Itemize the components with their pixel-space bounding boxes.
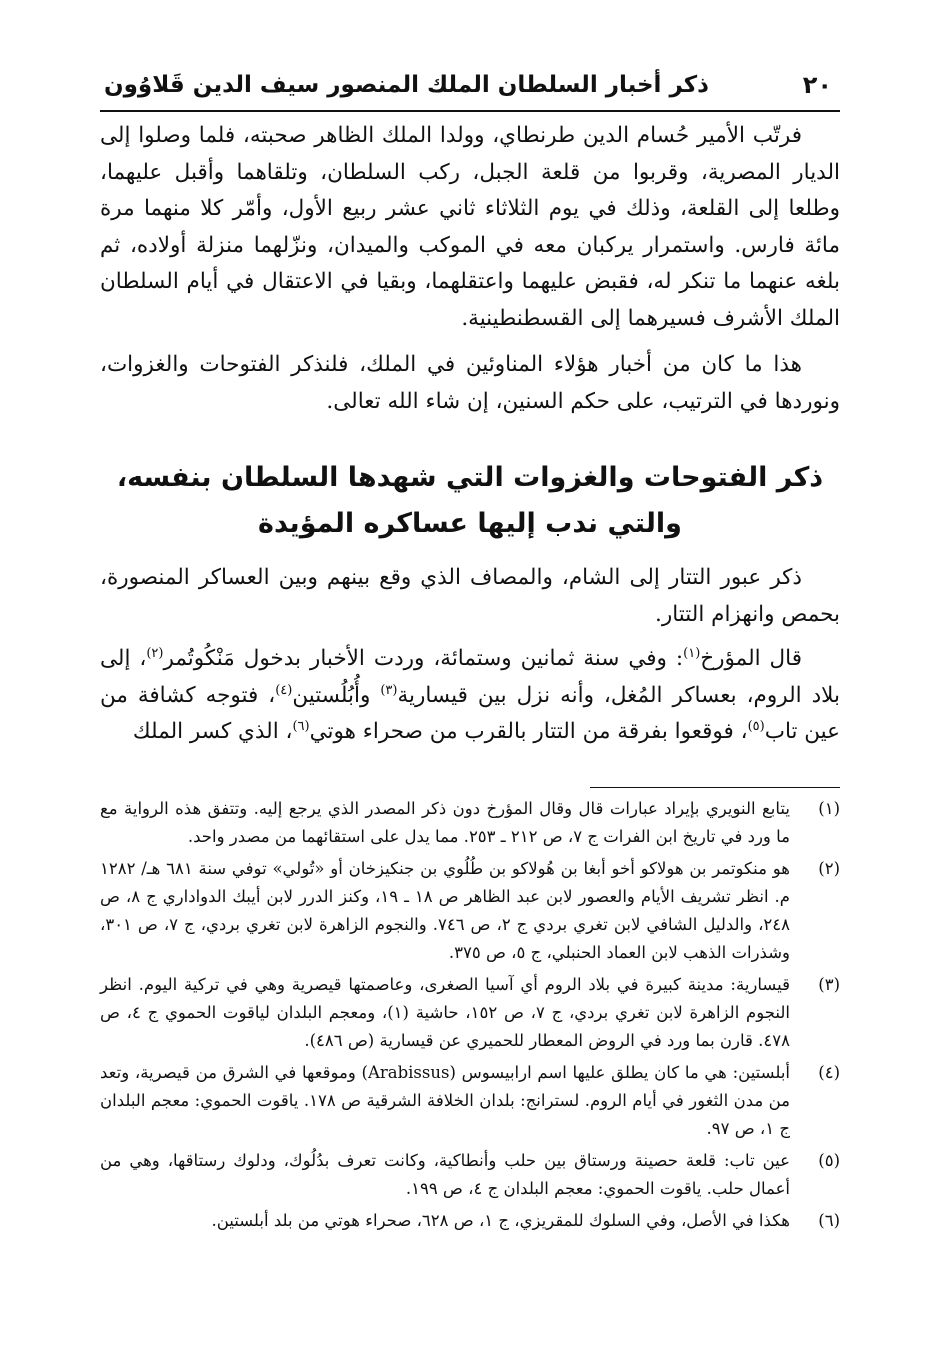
- footnote-ref: (١): [683, 645, 701, 661]
- text-run: ، فوقعوا بفرقة من التتار بالقرب من صحراء هوتي: [309, 719, 748, 744]
- footnote: [100, 1207, 840, 1235]
- page-number: ٢٠: [802, 71, 832, 99]
- footnote-ref: (٢): [146, 645, 164, 661]
- section-text: [100, 560, 840, 759]
- footnote-number: (٢): [818, 859, 840, 878]
- footnote-number: (١): [818, 799, 840, 818]
- text-run: ، الذي كسر الملك: [132, 719, 293, 744]
- footnote-ref: (٤): [275, 682, 293, 698]
- footnote-text: هكذا في الأصل، وفي السلوك للمقريزي، ج ١، ص ٦٢٨، صحراء هوتي من بلد أبلستين.: [211, 1211, 790, 1230]
- footnote-text: قيسارية: مدينة كبيرة في بلاد الروم أي آسيا الصغرى، وعاصمتها قيصرية وهي في تركية اليوم. انظر النجوم الزاهرة لابن تغري بردي، ج ٧، ص ١٥٢، حاشية (١)، ومعجم البلدان لياقوت الحموي ج ٤، ص ٤٧٨. قارن بما ورد في الروض المعطار للحميري عن قيسارية (ص ٤٨٦).: [100, 975, 790, 1050]
- footnote: [100, 795, 840, 851]
- footnote: [100, 855, 840, 967]
- text-run: قال المؤرخ: [700, 646, 803, 671]
- footnote-ref: (٦): [292, 718, 310, 734]
- footnote-ref: (٣): [380, 682, 398, 698]
- text-run: ، فتوجه كشافة من عين تاب: [100, 682, 840, 744]
- subheading-paragraph: ذكر عبور التتار إلى الشام، والمصاف الذي وقع بينهم وبين العساكر المنصورة، بحمص وانهزام التتار.: [100, 565, 840, 627]
- footnote-divider: [590, 787, 840, 788]
- text-run: وأُبُلُستين: [292, 682, 381, 708]
- footnote-number: (٥): [818, 1151, 840, 1170]
- paragraph: فرتّب الأمير حُسام الدين طرنطاي، وولدا الملك الظاهر صحبته، فلما وصلوا إلى الديار المصرية، وقربوا من قلعة الجبل، ركب السلطان، وتلقاهما وأقبل عليهما، وطلعا إلى القلعة، وذلك في يوم الثلاثاء ثاني عشر ربيع الأول، وأمّر كلا منهما مرة مائة فارس. واستمرار يركبان معه في الموكب والميدان، ونزّلهما منزلة أولاده، ثم بلغه عنهما ما تنكر له، فقبض عليهما واعتقلهما، وبقيا في الاعتقال في أيام السلطان الملك الأشرف فسيرهما إلى القسطنطينية.: [100, 123, 840, 331]
- running-header: [100, 62, 840, 108]
- text-run: ، إلى بلاد الروم، بعساكر المُغل، وأنه نزل بين قيسارية: [100, 646, 840, 708]
- running-title: ذكر أخبار السلطان الملك المنصور سيف الدين قَلاوُون: [104, 72, 709, 98]
- main-text: [100, 118, 840, 430]
- footnote-number: (٦): [818, 1211, 840, 1230]
- footnote-text: أبلستين: هي ما كان يطلق عليها اسم ارابيسوس (Arabissus) وموقعها في الشرق من قيصرية، وتعد من مدن الثغور في أيام الروم. لسترانج: بلدان الخلافة الشرقية ص ١٧٨. ياقوت الحموي: معجم البلدان ج ١، ص ٩٧.: [100, 1063, 791, 1138]
- section-heading-line: ذكر الفتوحات والغزوات التي شهدها السلطان بنفسه،: [116, 462, 824, 493]
- footnote: [100, 1147, 840, 1203]
- footnote-text: هو منكوتمر بن هولاكو أخو أبغا بن هُولاكو بن طُلُوي بن جنكيزخان أو «تُولي» توفي سنة ٦٨١ هـ/ ١٢٨٢ م. انظر تشريف الأيام والعصور لابن عبد الظاهر ص ١٨ ـ ١٩، وكنز الدرر لابن أيبك الدواداري ج ٨، ص ٢٤٨، والدليل الشافي لابن تغري بردي ج ٢، ص ٧٤٦. والنجوم الزاهرة لابن تغري بردي، ج ٧، ص ٣٠١، وشذرات الذهب لابن العماد الحنبلي، ج ٥، ص ٣٧٥.: [100, 859, 791, 962]
- footnote-ref: (٥): [747, 718, 765, 734]
- footnote: [100, 971, 840, 1055]
- section-heading-line: والتي ندب إليها عساكره المؤيدة: [258, 508, 682, 539]
- text-run: : وفي سنة ثمانين وستمائة، وردت الأخبار بدخول مَنْكُوتُمر: [163, 646, 684, 671]
- paragraph-with-footnote-refs: [100, 641, 840, 751]
- footnote-number: (٤): [818, 1063, 840, 1082]
- footnotes: [100, 795, 840, 1239]
- footnote-text: عين تاب: قلعة حصينة ورستاق بين حلب وأنطاكية، وكانت تعرف بدُلُوك، ودلوك رستاقها، وهي من أعمال حلب. ياقوت الحموي: معجم البلدان ج ٤، ص ١٩٩.: [100, 1151, 790, 1198]
- footnote-text: يتابع النويري بإيراد عبارات قال وقال المؤرخ دون ذكر المصدر الذي يرجع إليه. وتتفق هذه الرواية مع ما ورد في تاريخ ابن الفرات ج ٧، ص ٢١٢ ـ ٢٥٣. مما يدل على استقائهما من مصدر واحد.: [100, 799, 790, 846]
- paragraph: هذا ما كان من أخبار هؤلاء المناوئين في الملك، فلنذكر الفتوحات والغزوات، ونوردها في الترتيب، على حكم السنين، إن شاء الله تعالى.: [100, 352, 840, 414]
- section-heading: [100, 455, 840, 547]
- footnote: [100, 1059, 840, 1143]
- header-divider: [100, 110, 840, 112]
- footnote-number: (٣): [818, 975, 840, 994]
